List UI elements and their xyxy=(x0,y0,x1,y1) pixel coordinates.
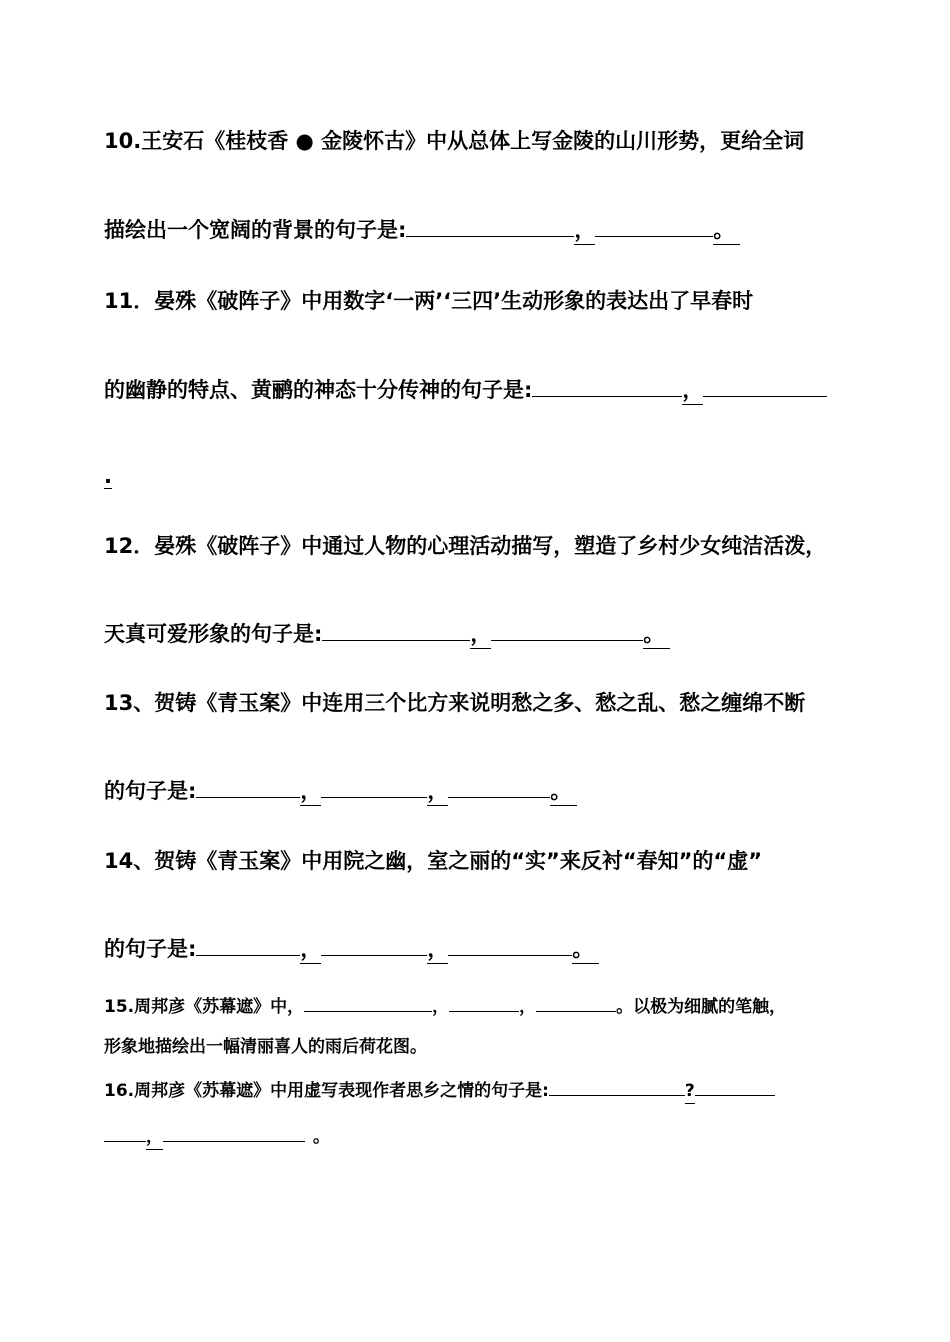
q10-blank-1[interactable] xyxy=(406,214,574,237)
question-11-line-3 xyxy=(104,462,112,490)
q12-blank-2[interactable] xyxy=(491,618,643,641)
q14-blank-1[interactable] xyxy=(196,933,300,956)
question-16-line-2 xyxy=(104,1123,330,1150)
q11-sep-1: ， xyxy=(682,376,703,405)
q14-text: 14、贺铸《青玉案》中用院之幽，室之丽的“实”来反衬“春知”的“虚” xyxy=(104,849,763,873)
q16-sep-1: ? xyxy=(685,1079,695,1104)
q12-sep-1: ， xyxy=(470,620,491,649)
q13-blank-3[interactable] xyxy=(448,775,550,798)
q12-text: 12．晏殊《破阵子》中通过人物的心理活动描写，塑造了乡村少女纯洁活泼， xyxy=(104,534,827,558)
question-14-line-1 xyxy=(104,847,762,875)
question-11-line-1 xyxy=(104,287,753,315)
q10-sep-1: ， xyxy=(574,216,595,245)
q14-blank-2[interactable] xyxy=(321,933,427,956)
q16-blank-1[interactable] xyxy=(549,1077,685,1096)
q15-blank-1[interactable] xyxy=(304,993,432,1012)
q11-blank-1[interactable] xyxy=(532,374,682,397)
question-10-line-1 xyxy=(104,127,804,155)
q12-blank-1[interactable] xyxy=(322,618,470,641)
q15-sep-1: ， xyxy=(432,997,450,1017)
q15-blank-3[interactable] xyxy=(536,993,616,1012)
q15-prefix: 15.周邦彦《苏幕遮》中， xyxy=(104,997,305,1017)
q15-sep-2: ， xyxy=(519,997,537,1017)
question-13-line-2 xyxy=(104,775,577,806)
q13-sep-2: ， xyxy=(427,777,448,806)
q10-text: 10.王安石《桂枝香 ● 金陵怀古》中从总体上写金陵的山川形势，更给全词 xyxy=(104,129,805,153)
q16-prefix: 16.周邦彦《苏幕遮》中用虚写表现作者思乡之情的句子是: xyxy=(104,1081,549,1101)
q15-line-2: 形象地描绘出一幅清丽喜人的雨后荷花图。 xyxy=(104,1037,427,1057)
q10-prompt: 描绘出一个宽阔的背景的句子是: xyxy=(104,218,407,242)
q13-sep-1: ， xyxy=(300,777,321,806)
q10-blank-2[interactable] xyxy=(595,214,713,237)
q13-end: 。 xyxy=(550,777,577,806)
q14-sep-1: ， xyxy=(300,935,321,964)
q16-sep-2: ， xyxy=(146,1125,163,1150)
q14-blank-3[interactable] xyxy=(448,933,572,956)
q13-text: 13、贺铸《青玉案》中连用三个比方来说明愁之多、愁之乱、愁之缠绵不断 xyxy=(104,691,806,715)
q11-blank-2[interactable] xyxy=(703,374,827,397)
q11-text: 11．晏殊《破阵子》中用数字‘一两’‘三四’生动形象的表达出了早春时 xyxy=(104,289,754,313)
question-12-line-1 xyxy=(104,532,826,560)
q14-end: 。 xyxy=(572,935,599,964)
question-13-line-1 xyxy=(104,689,805,717)
question-10-line-2 xyxy=(104,214,740,245)
q13-blank-1[interactable] xyxy=(196,775,300,798)
q16-blank-2[interactable] xyxy=(695,1077,775,1096)
q15-blank-2[interactable] xyxy=(449,993,519,1012)
q13-prompt: 的句子是: xyxy=(104,779,197,803)
q12-prompt: 天真可爱形象的句子是: xyxy=(104,622,323,646)
q16-end: 。 xyxy=(313,1127,330,1147)
q14-sep-2: ， xyxy=(427,935,448,964)
q16-blank-2-cont[interactable] xyxy=(104,1123,146,1142)
q14-prompt: 的句子是: xyxy=(104,937,197,961)
question-14-line-2 xyxy=(104,933,599,964)
question-11-line-2 xyxy=(104,374,827,405)
q11-prompt: 的幽静的特点、黄鹂的神态十分传神的句子是: xyxy=(104,378,533,402)
question-16-line-1 xyxy=(104,1077,775,1104)
q15-suffix: 。以极为细腻的笔触， xyxy=(616,997,787,1017)
question-15-line-1 xyxy=(104,993,786,1019)
q13-blank-2[interactable] xyxy=(321,775,427,798)
q16-blank-3[interactable] xyxy=(163,1123,305,1142)
q11-end: . xyxy=(104,464,112,488)
question-12-line-2 xyxy=(104,618,670,649)
q12-end: 。 xyxy=(643,620,670,649)
question-15-line-2 xyxy=(104,1035,427,1059)
q10-end: 。 xyxy=(713,216,740,245)
